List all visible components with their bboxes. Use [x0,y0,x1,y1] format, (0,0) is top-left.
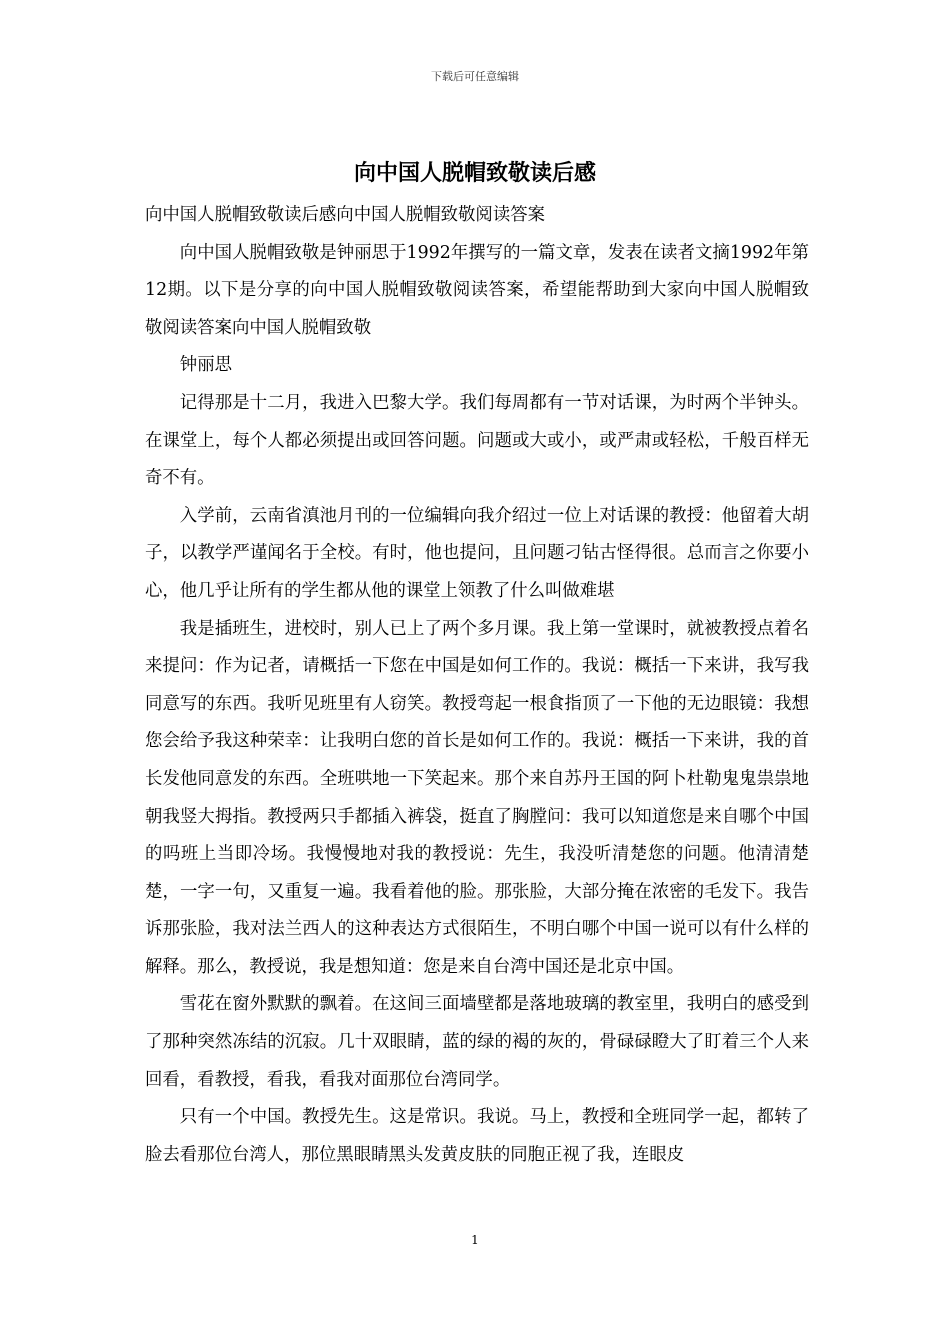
document-body [145,197,809,1174]
body-paragraph: 向中国人脱帽致敬是钟丽思于1992年撰写的一篇文章，发表在读者文摘1992年第12期。以下是分享的向中国人脱帽致敬阅读答案，希望能帮助到大家向中国人脱帽致敬阅读答案向中国人脱帽致敬 [145,242,809,338]
page-number: 1 [471,1233,479,1247]
document-title: 向中国人脱帽致敬读后感 [353,161,596,186]
body-paragraph: 记得那是十二月，我进入巴黎大学。我们每周都有一节对话课，为时两个半钟头。在课堂上，每个人都必须提出或回答问题。问题或大或小，或严肃或轻松，千般百样无奇不有。 [145,392,809,489]
body-paragraph: 只有一个中国。教授先生。这是常识。我说。马上，教授和全班同学一起，都转了脸去看那位台湾人，那位黑眼睛黑头发黄皮肤的同胞正视了我，连眼皮 [145,1107,809,1165]
body-paragraph: 入学前，云南省滇池月刊的一位编辑向我介绍过一位上对话课的教授：他留着大胡子，以教学严谨闻名于全校。有时，他也提问，且问题刁钻古怪得很。总而言之你要小心，他几乎让所有的学生都从他的课堂上领教了什么叫做难堪 [145,505,809,601]
author-line: 钟丽思 [179,355,232,376]
body-paragraph: 雪花在窗外默默的飘着。在这间三面墙壁都是落地玻璃的教室里，我明白的感受到了那种突然冻结的沉寂。几十双眼睛，蓝的绿的褐的灰的，骨碌碌瞪大了盯着三个人来回看，看教授，看我，看我对面那位台湾同学。 [145,994,809,1090]
subtitle-paragraph: 向中国人脱帽致敬读后感向中国人脱帽致敬阅读答案 [145,205,545,225]
page-header: 下载后可任意编辑 [431,70,519,83]
body-paragraph: 我是插班生，进校时，别人已上了两个多月课。我上第一堂课时，就被教授点着名来提问：作为记者，请概括一下您在中国是如何工作的。我说：概括一下来讲，我写我同意写的东西。我听见班里有人窃笑。教授弯起一根食指顶了一下他的无边眼镜：我想您会给予我这种荣幸：让我明白您的首长是如何工作的。我说：概括一下来讲，我的首长发他同意发的东西。全班哄地一下笑起来。那个来自苏丹王国的阿卜杜勒鬼鬼祟祟地朝我竖大拇指。教授两只手都插入裤袋，挺直了胸膛问：我可以知道您是来自哪个中国的吗班上当即冷场。我慢慢地对我的教授说：先生，我没听清楚您的问题。他清清楚楚，一字一句，又重复一遍。我看着他的脸。那张脸，大部分掩在浓密的毛发下。我告诉那张脸，我对法兰西人的这种表达方式很陌生，不明白哪个中国一说可以有什么样的解释。那么，教授说，我是想知道：您是来自台湾中国还是北京中国。 [145,618,809,977]
